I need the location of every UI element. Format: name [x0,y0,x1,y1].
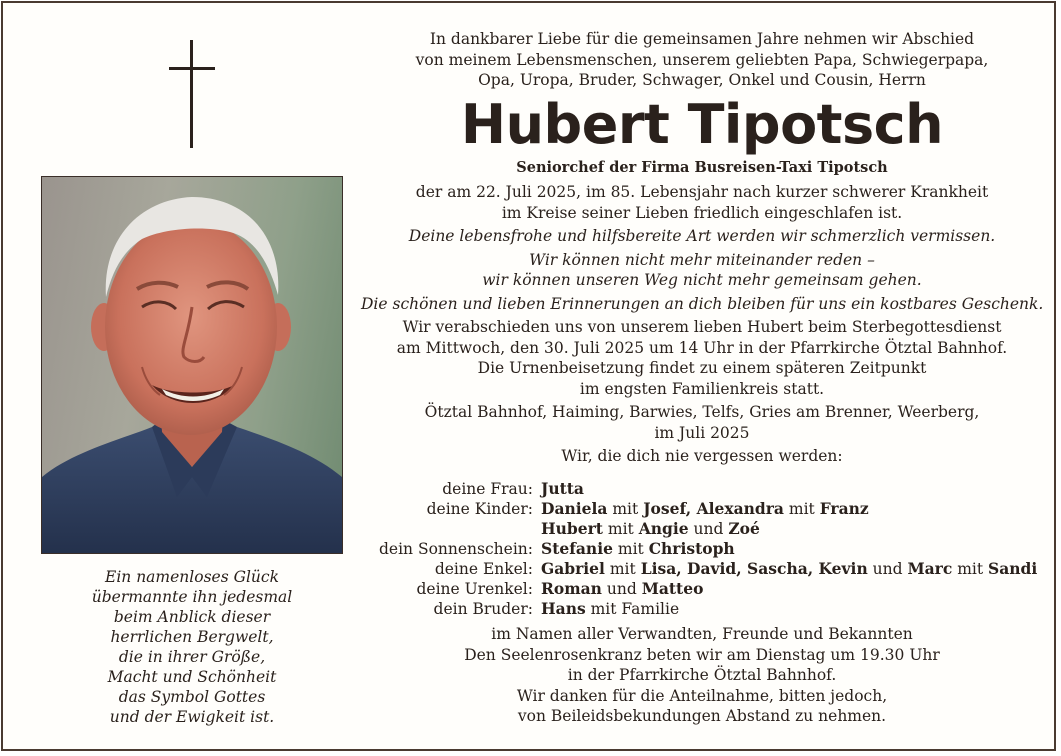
quote-line: übermannte ihn jedesmal [91,588,293,606]
family-member-name: Jutta [541,479,584,498]
family-connector: mit [607,500,644,518]
service-line: am Mittwoch, den 30. Juli 2025 um 14 Uhr in der Pfarrkirche Ötztal Bahnhof. [396,338,1008,357]
closing-line: in der Pfarrkirche Ötztal Bahnhof. [567,666,837,684]
deceased-name: Hubert Tipotsch [460,92,944,156]
family-member-name: Lisa, David, Sascha, Kevin [640,559,868,578]
family-member-name: Sandi [988,559,1038,578]
family-member-name: Marc [907,559,953,578]
closing-line: im Namen aller Verwandten, Freunde und Bekannten [491,625,913,643]
family-role: deine Enkel: [434,560,533,578]
date-line: im Juli 2025 [654,423,750,442]
quote-line: Macht und Schönheit [107,668,277,686]
death-line: im Kreise seiner Lieben friedlich eingeschlafen ist. [501,203,903,222]
family-names [541,539,735,559]
family-member-name: Daniela [541,499,608,518]
family-connector: und [601,580,642,598]
family-member-name: Matteo [641,579,704,598]
family-names [541,579,703,599]
portrait-photo [41,176,343,554]
never-forget-line: Wir, die dich nie vergessen werden: [561,447,843,465]
quote-line: das Symbol Gottes [118,688,266,706]
family-row [361,499,1043,519]
family-names [541,519,760,539]
death-line: der am 22. Juli 2025, im 85. Lebensjahr nach kurzer schwerer Krankheit [415,183,989,201]
family-list [361,479,1043,619]
deceased-title: Seniorchef der Firma Busreisen-Taxi Tipotsch [516,158,888,176]
places-line: Ötztal Bahnhof, Haiming, Barwies, Telfs, Gries am Brenner, Weerberg, [424,403,980,421]
intro-line: In dankbarer Liebe für die gemeinsamen Jahre nehmen wir Abschied [429,30,975,48]
family-role [361,519,541,539]
family-connector: mit [604,560,641,578]
quote-line: und der Ewigkeit ist. [109,708,275,726]
family-member-name: Gabriel [541,559,605,578]
family-connector: mit [783,500,820,518]
family-row [361,559,1043,579]
family-member-name: Zoé [728,519,760,538]
family-connector: mit Familie [585,600,680,618]
quote-line: Ein namenloses Glück [105,568,279,586]
family-row [361,539,1043,559]
cross-icon [169,40,215,148]
family-role: deine Frau: [442,480,533,498]
italic-line: wir können unseren Weg nicht mehr gemeinsam gehen. [482,271,922,289]
family-row [361,599,1043,619]
family-names [541,559,1037,579]
closing-text [361,624,1043,727]
family-role: deine Urenkel: [416,580,533,598]
family-names [541,479,584,499]
italic-line: Die schönen und lieben Erinnerungen an dich bleiben für uns ein kostbares Geschenk. [361,294,1044,313]
closing-line: Den Seelenrosenkranz beten wir am Dienstag um 19.30 Uhr [464,645,940,664]
closing-line: Wir danken für die Anteilnahme, bitten jedoch, [516,686,888,705]
service-line: Wir verabschieden uns von unserem lieben Hubert beim Sterbegottesdienst [402,318,1002,336]
quote-block [41,567,343,727]
obituary-frame [1,1,1056,751]
family-connector: und [867,560,908,578]
family-names [541,499,869,519]
family-names [541,599,679,619]
quote-line: beim Anblick dieser [113,608,271,626]
family-member-name: Stefanie [541,539,613,558]
family-member-name: Hans [541,599,586,618]
family-member-name: Roman [541,579,602,598]
quote-line: die in ihrer Größe, [118,648,266,666]
intro-line: Opa, Uropa, Bruder, Schwager, Onkel und Cousin, Herrn [478,71,926,89]
family-member-name: Hubert [541,519,603,538]
family-member-name: Franz [819,499,869,518]
family-role: dein Bruder: [433,600,533,618]
family-member-name: Angie [638,519,689,538]
family-connector: mit [602,520,639,538]
family-role: deine Kinder: [426,500,533,518]
family-member-name: Christoph [648,539,735,558]
family-role: dein Sonnenschein: [379,540,533,558]
service-line: Die Urnenbeisetzung findet zu einem späteren Zeitpunkt [477,359,927,377]
closing-line: von Beileidsbekundungen Abstand zu nehmen. [517,707,887,725]
italic-line: Deine lebensfrohe und hilfsbereite Art werden wir schmerzlich vermissen. [408,227,996,245]
service-line: im engsten Familienkreis statt. [579,379,825,398]
family-member-name: Josef, Alexandra [643,499,784,518]
family-row [361,479,1043,499]
quote-line: herrlichen Bergwelt, [110,628,274,646]
family-row [361,519,1043,539]
italic-line: Wir können nicht mehr miteinander reden – [529,250,875,269]
family-connector: mit [952,560,989,578]
announcement-text [361,29,1043,467]
family-row [361,579,1043,599]
family-connector: mit [612,540,649,558]
intro-line: von meinem Lebensmenschen, unserem geliebten Papa, Schwiegerpapa, [415,50,989,69]
family-connector: und [688,520,729,538]
